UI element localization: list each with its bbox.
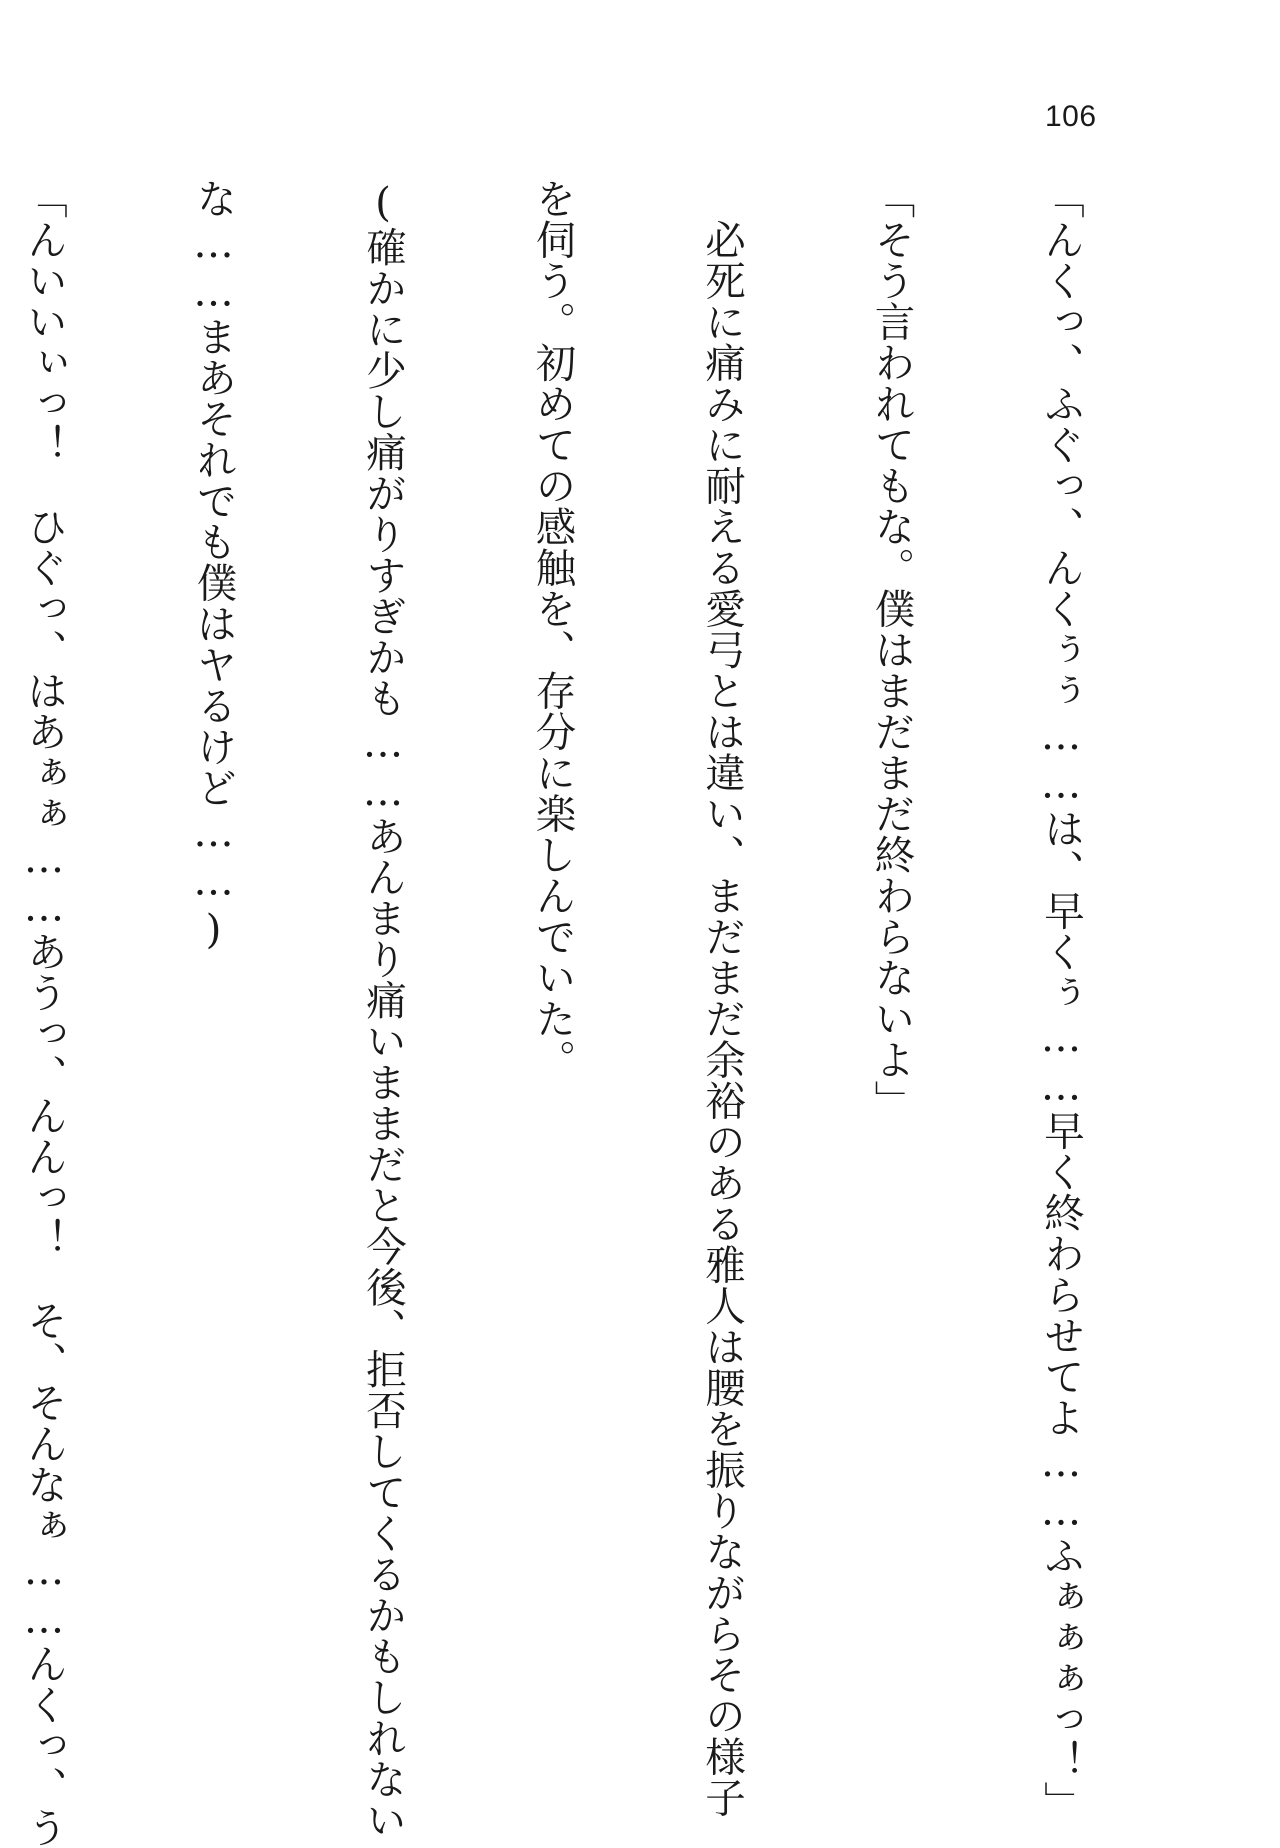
novel-text-body	[20, 178, 1202, 1848]
text-line: (確かに少し痛がりすぎかも……あんまり痛いままだと今後、拒否してくるかもしれない	[359, 178, 407, 1841]
text-line: 「んくっ、ふぐっ、んくぅぅ……は、早くぅ……早く終わらせてよ……ふぁぁぁっ！」	[1037, 178, 1085, 1822]
page-number: 106	[1045, 100, 1097, 133]
text-line: 必死に痛みに耐える愛弓とは違い、まだまだ余裕のある雅人は腰を振りながらその様子	[698, 178, 746, 1818]
text-line: を伺う。初めての感触を、存分に楽しんでいた。	[528, 178, 577, 1080]
text-line: 「そう言われてもな。僕はまだまだ終わらないよ」	[867, 178, 916, 1121]
text-line: な……まあそれでも僕はヤるけど……)	[189, 178, 238, 954]
text-line: 「んいいぃっ！ ひぐっ、はあぁぁ……あうっ、んんっ！ そ、そんなぁ……んくっ、う	[20, 178, 68, 1848]
